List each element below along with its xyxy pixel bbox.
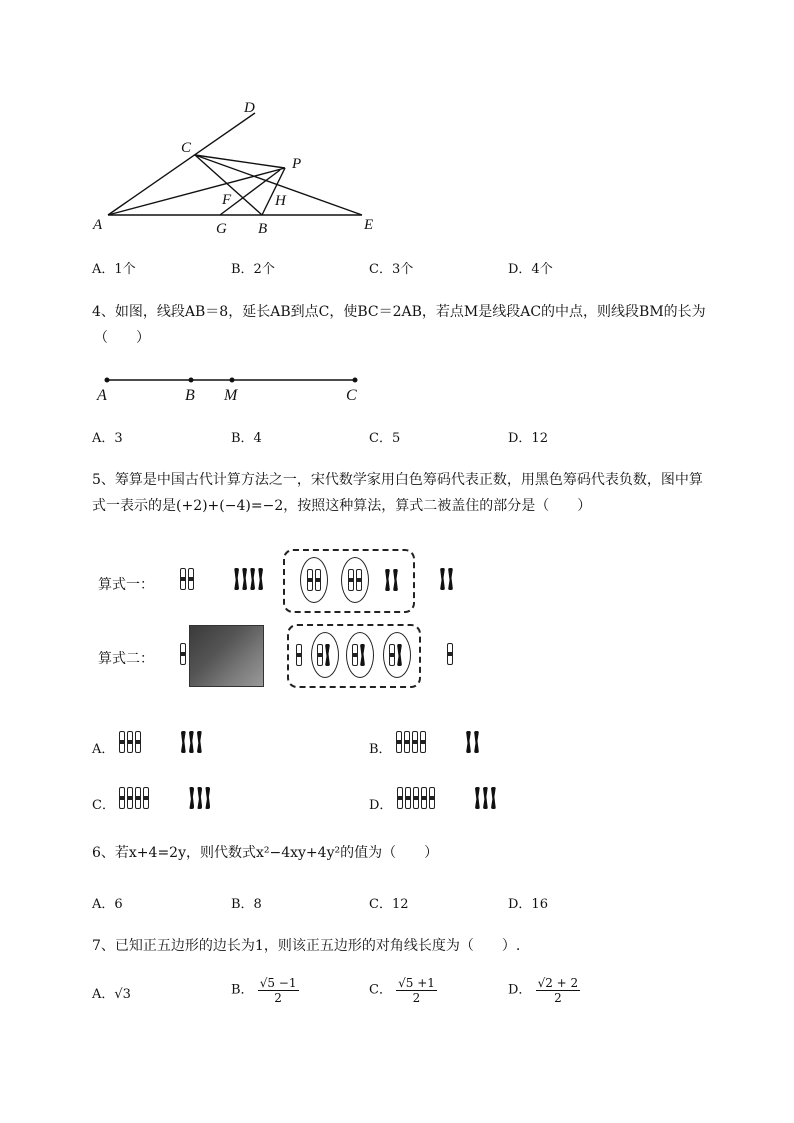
q4-stem: 4、如图，线段AB＝8，延长AB到点C，使BC＝2AB，若点M是线段AC的中点，则线段BM的长为 xyxy=(92,304,706,320)
q6-stem: 6、若x+4=2y，则代数式x²−4xy+4y²的值为（ ） xyxy=(92,845,439,861)
label-g: G xyxy=(216,221,227,237)
segment-figure xyxy=(90,368,380,408)
label-f: F xyxy=(222,192,232,208)
q7-option-d-fraction xyxy=(536,976,581,1005)
q6-option-a[interactable]: A．6 xyxy=(92,897,123,912)
q7-option-a-value: √3 xyxy=(114,987,131,1002)
point-b: B xyxy=(185,387,195,404)
q3-option-d[interactable]: D．4个 xyxy=(508,262,553,277)
point-a: A xyxy=(97,387,107,404)
covered-region xyxy=(189,625,264,687)
q5-option-a[interactable] xyxy=(92,731,205,761)
label-d: D xyxy=(244,100,255,116)
q7-option-b-denominator: 2 xyxy=(274,991,282,1005)
label-p: P xyxy=(292,156,302,172)
q7-option-d[interactable] xyxy=(508,976,580,1005)
q4-stem-blank: （ ） xyxy=(94,330,150,346)
expression-two-result xyxy=(447,643,455,669)
expression-one-box xyxy=(283,549,415,613)
geometry-figure xyxy=(80,90,400,250)
q7-option-d-denominator: 2 xyxy=(554,991,562,1005)
q4-option-c[interactable]: C．5 xyxy=(369,431,401,446)
q7-option-c-label: C． xyxy=(369,982,392,998)
q4-option-b[interactable]: B．4 xyxy=(231,431,262,446)
point-c: C xyxy=(346,387,357,404)
q7-option-c-denominator: 2 xyxy=(412,991,421,1005)
expression-two-rod xyxy=(180,643,188,669)
q7-stem: 7、已知正五边形的边长为1，则该正五边形的对角线长度为（ ）. xyxy=(92,938,521,954)
q7-option-b-fraction xyxy=(258,976,299,1005)
expression-one-result xyxy=(440,568,456,594)
label-h: H xyxy=(275,193,286,209)
q3-option-b[interactable]: B．2个 xyxy=(231,262,275,277)
q5-option-d-label: D． xyxy=(369,798,393,813)
q6-option-c[interactable]: C．12 xyxy=(369,897,409,912)
q5-option-c-label: C． xyxy=(92,798,115,813)
q4-option-d[interactable]: D．12 xyxy=(508,431,548,446)
q7-option-b-label: B． xyxy=(231,982,254,998)
q3-option-a[interactable]: A．1个 xyxy=(92,262,136,277)
q7-option-b-numerator: √5 −1 xyxy=(259,976,297,990)
q7-option-d-label: D． xyxy=(508,982,532,998)
expression-two-box xyxy=(287,624,421,688)
label-e: E xyxy=(364,217,374,233)
point-m: M xyxy=(224,387,238,404)
q5-option-c[interactable] xyxy=(92,787,213,817)
q6-option-d[interactable]: D．16 xyxy=(508,897,548,912)
q7-option-c-fraction xyxy=(396,976,437,1005)
label-c: C xyxy=(181,140,192,156)
expression-one-rods xyxy=(180,568,266,594)
q7-option-a-label: A． xyxy=(92,987,115,1002)
q7-option-c[interactable] xyxy=(369,976,437,1005)
q5-stem-line2: 式一表示的是(+2)+(−4)=−2，按照这种算法，算式二被盖住的部分是（ ） xyxy=(92,498,592,514)
q7-option-b[interactable] xyxy=(231,976,299,1005)
label-a: A xyxy=(93,217,103,233)
q7-option-a[interactable] xyxy=(92,984,131,1006)
q6-option-b[interactable]: B．8 xyxy=(231,897,262,912)
q5-option-a-label: A． xyxy=(92,742,115,757)
q5-option-b[interactable] xyxy=(369,731,482,761)
q5-option-b-label: B． xyxy=(369,742,392,757)
q7-option-c-numerator: √5 +1 xyxy=(398,976,435,990)
q3-option-c[interactable]: C．3个 xyxy=(369,262,414,277)
expression-two-label: 算式二： xyxy=(98,651,154,667)
q7-option-d-numerator: √2 + 2 xyxy=(537,976,579,990)
q4-option-a[interactable]: A．3 xyxy=(92,431,123,446)
label-b: B xyxy=(258,221,268,237)
q5-stem: 5、筹算是中国古代计算方法之一，宋代数学家用白色筹码代表正数，用黑色筹码代表负数，图中算 xyxy=(92,472,703,488)
q5-option-d[interactable] xyxy=(369,787,499,817)
expression-one-label: 算式一： xyxy=(98,577,154,593)
